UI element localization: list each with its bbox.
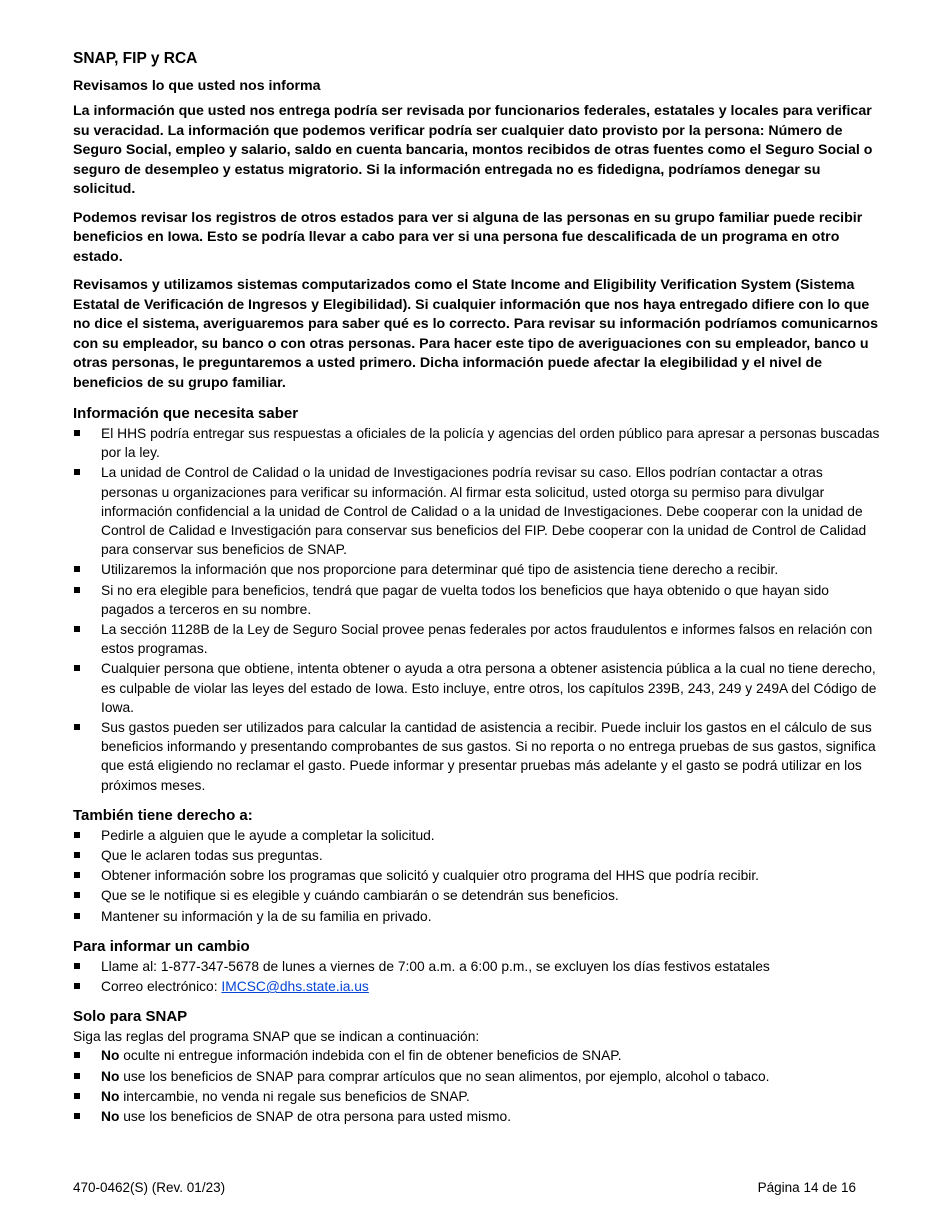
list-item: Sus gastos pueden ser utilizados para calcular la cantidad de asistencia a recibir. Puede incluir los gastos en el cálculo de sus beneficios informando y presentando comprobantes de sus gastos. Si no reporta o no entrega pruebas de sus gastos, significa que está eligiendo no reclamar el gasto. Puede informar y presentar pruebas más adelante y el gasto se podrá utilizar en los próximos meses. <box>73 718 883 795</box>
email-label: Correo electrónico: <box>101 979 222 995</box>
report-change-list <box>73 957 883 996</box>
square-bullet-icon <box>74 852 80 858</box>
review-paragraph-1: La información que usted nos entrega podría ser revisada por funcionarios federales, estatales y locales para verificar su veracidad. La información que podemos verificar podría ser cualquier dato provisto por la persona: Número de Seguro Social, empleo y salario, saldo en cuenta bancaria, montos recibidos de otras fuentes como el Seguro Social o seguro de desempleo y estatus migratorio. Si la información entregada no es fidedigna, podríamos denegar su solicitud. <box>73 103 873 197</box>
square-bullet-icon <box>74 1093 80 1099</box>
phone-item: Llame al: 1-877-347-5678 de lunes a viernes de 7:00 a.m. a 6:00 p.m., se excluyen los días festivos estatales <box>73 957 883 976</box>
list-item: No use los beneficios de SNAP de otra persona para usted mismo. <box>73 1107 883 1126</box>
square-bullet-icon <box>74 963 80 969</box>
snap-only-heading: Solo para SNAP <box>73 1008 188 1026</box>
email-link[interactable]: IMCSC@dhs.state.ia.us <box>221 979 369 995</box>
square-bullet-icon <box>74 832 80 838</box>
list-item: No use los beneficios de SNAP para comprar artículos que no sean alimentos, por ejemplo, alcohol o tabaco. <box>73 1067 883 1086</box>
square-bullet-icon <box>74 566 80 572</box>
need-to-know-heading: Información que necesita saber <box>73 405 299 422</box>
list-item: Mantener su información y la de su familia en privado. <box>73 907 883 926</box>
list-item: Pedirle a alguien que le ayude a completar la solicitud. <box>73 826 883 845</box>
no-word: No <box>101 1088 120 1104</box>
list-item: No intercambie, no venda ni regale sus beneficios de SNAP. <box>73 1087 883 1106</box>
no-word: No <box>101 1068 120 1084</box>
snap-rules-list <box>73 1046 883 1126</box>
need-to-know-list <box>73 424 883 795</box>
square-bullet-icon <box>74 913 80 919</box>
square-bullet-icon <box>74 872 80 878</box>
square-bullet-icon <box>74 892 80 898</box>
review-paragraph-3: Revisamos y utilizamos sistemas computarizados como el State Income and Eligibility Verification System (Sistema Estatal de Verificación de Ingresos y Elegibilidad). Si cualquier información que nos haya entregado difiere con lo que no dice el sistema, averiguaremos para saber qué es lo correcto. Para revisar su información podríamos comunicarnos con su empleador, su banco o con otras personas. Para hacer este tipo de averiguaciones con su empleador, banco u otras personas, le preguntaremos a usted primero. Dicha información puede afectar la elegibilidad y el nivel de beneficios de su grupo familiar. <box>73 277 879 391</box>
list-item: No oculte ni entregue información indebida con el fin de obtener beneficios de SNAP. <box>73 1046 883 1065</box>
no-word: No <box>101 1048 120 1064</box>
square-bullet-icon <box>74 983 80 989</box>
square-bullet-icon <box>74 665 80 671</box>
rights-list <box>73 826 883 926</box>
review-heading: Revisamos lo que usted nos informa <box>73 78 321 94</box>
square-bullet-icon <box>74 1113 80 1119</box>
list-item: La unidad de Control de Calidad o la unidad de Investigaciones podría revisar su caso. Ellos podrían contactar a otras personas u organizaciones para verificar su información. Al firmar esta solicitud, usted otorga su permiso para divulgar información confidencial a la unidad de Control de Calidad o a la unidad de Investigaciones. Debe cooperar con la unidad de Control de Calidad e Investigación para conservar sus beneficios del FIP. Debe cooperar con la unidad de Control de Calidad para conservar sus beneficios de SNAP. <box>73 463 883 559</box>
list-item: Obtener información sobre los programas que solicitó y cualquier otro programa del HHS que podría recibir. <box>73 866 883 885</box>
list-item: Utilizaremos la información que nos proporcione para determinar qué tipo de asistencia tiene derecho a recibir. <box>73 560 883 579</box>
list-item: Si no era elegible para beneficios, tendrá que pagar de vuelta todos los beneficios que haya obtenido o que hayan sido pagados a terceros en su nombre. <box>73 581 883 619</box>
report-change-heading: Para informar un cambio <box>73 937 250 955</box>
page-number: Página 14 de 16 <box>757 1180 856 1195</box>
list-item: Que le aclaren todas sus preguntas. <box>73 846 883 865</box>
square-bullet-icon <box>74 724 80 730</box>
square-bullet-icon <box>74 626 80 632</box>
square-bullet-icon <box>74 469 80 475</box>
square-bullet-icon <box>74 430 80 436</box>
list-item: Cualquier persona que obtiene, intenta obtener o ayuda a otra persona a obtener asistencia pública a la cual no tiene derecho, es culpable de violar las leyes del estado de Iowa. Esto incluye, entre otros, los capítulos 239B, 243, 249 y 249A del Código de Iowa. <box>73 659 883 717</box>
email-item <box>73 977 883 996</box>
document-page <box>73 50 883 1127</box>
list-item: Que se le notifique si es elegible y cuándo cambiarán o se detendrán sus beneficios. <box>73 886 883 905</box>
page-title: SNAP, FIP y RCA <box>73 50 198 67</box>
square-bullet-icon <box>74 587 80 593</box>
list-item: La sección 1128B de la Ley de Seguro Social provee penas federales por actos fraudulentos e informes falsos en relación con estos programas. <box>73 620 883 658</box>
no-word: No <box>101 1109 120 1125</box>
review-paragraph-2: Podemos revisar los registros de otros estados para ver si alguna de las personas en su grupo familiar puede recibir beneficios en Iowa. Esto se podría llevar a cabo para ver si una persona fue descalificada de un programa en otro estado. <box>73 209 863 265</box>
rights-heading: También tiene derecho a: <box>73 806 253 824</box>
square-bullet-icon <box>74 1052 80 1058</box>
form-number: 470-0462(S) (Rev. 01/23) <box>73 1180 226 1195</box>
list-item: El HHS podría entregar sus respuestas a oficiales de la policía y agencias del orden público para apresar a personas buscadas por la ley. <box>73 424 883 462</box>
snap-only-intro: Siga las reglas del programa SNAP que se indican a continuación: <box>73 1029 480 1045</box>
square-bullet-icon <box>74 1073 80 1079</box>
